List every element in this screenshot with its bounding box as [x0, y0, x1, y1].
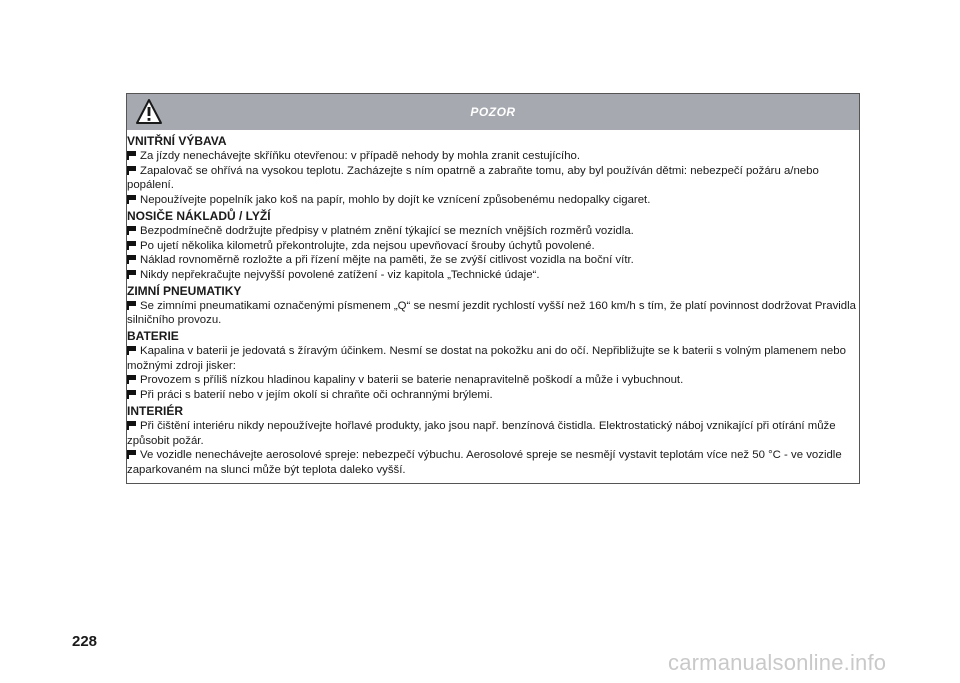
list-item: Bezpodmínečně dodržujte předpisy v platném znění týkající se mezních vnějších rozměrů vozidla.: [127, 224, 857, 239]
bullet-icon: [127, 301, 136, 310]
bullet-icon: [127, 450, 136, 459]
bullet-icon: [127, 390, 136, 399]
bullet-icon: [127, 166, 136, 175]
section-heading: BATERIE: [127, 329, 179, 344]
list-item: Se zimními pneumatikami označenými písmenem „Q“ se nesmí jezdit rychlostí vyšší než 160 km/h s tím, že platí povinnost dodržovat Pravidla silničního provozu.: [127, 299, 856, 327]
section-heading: NOSIČE NÁKLADŮ / LYŽÍ: [127, 208, 271, 223]
list-item: Zapalovač se ohřívá na vysokou teplotu. Zacházejte s ním opatrně a zabraňte tomu, aby byl používán dětmi: nebezpečí požáru a/nebo popálení.: [127, 164, 819, 192]
list-item: Za jízdy nenechávejte skříňku otevřenou: v případě nehody by mohla zranit cestujícího.: [127, 149, 857, 164]
list-item: Kapalina v baterii je jedovatá s žíravým účinkem. Nesmí se dostat na pokožku ani do očí. Nepřibližujte se k baterii s volným plamenem nebo možnými zdroji jisker:: [127, 345, 846, 372]
warning-box: [126, 93, 860, 484]
bullet-icon: [127, 241, 136, 250]
bullet-icon: [127, 255, 136, 264]
list-item: Nepoužívejte popelník jako koš na papír, mohlo by dojít ke vznícení způsobenému nedopalky cigaret.: [127, 193, 857, 208]
list-item: Při čištění interiéru nikdy nepoužívejte hořlavé produkty, jako jsou např. benzínová čistidla. Elektrostatický náboj vznikající při otírání může způsobit požár.: [127, 419, 836, 447]
bullet-icon: [127, 375, 136, 384]
watermark-text: carmanualsonline.info: [668, 650, 887, 675]
list-item: Náklad rovnoměrně rozložte a při řízení mějte na paměti, že se zvýší citlivost vozidla na boční vítr.: [127, 253, 857, 268]
bullet-icon: [127, 151, 136, 160]
bullet-icon: [127, 226, 136, 235]
page-number: 228: [72, 633, 98, 650]
bullet-icon: [127, 195, 136, 204]
bullet-icon: [127, 346, 136, 355]
list-item: Ve vozidle nenechávejte aerosolové spreje: nebezpečí výbuchu. Aerosolové spreje se nesmějí vystavit teplotám více než 50 °C - ve vozidle zaparkovaném na slunci může být teplota daleko vyšší.: [127, 449, 842, 476]
list-item: Nikdy nepřekračujte nejvyšší povolené zatížení - viz kapitola „Technické údaje“.: [127, 268, 857, 283]
list-item: Provozem s příliš nízkou hladinou kapaliny v baterii se baterie nenapravitelně poškodí a může i vybuchnout.: [127, 373, 857, 388]
list-item: Při práci s baterií nebo v jejím okolí si chraňte oči ochrannými brýlemi.: [127, 388, 857, 403]
section-heading: VNITŘNÍ VÝBAVA: [127, 134, 227, 148]
section-heading: INTERIÉR: [127, 403, 184, 418]
warning-title: POZOR: [470, 105, 516, 119]
list-item: Po ujetí několika kilometrů překontrolujte, zda nejsou upevňovací šrouby úchytů povolené.: [127, 239, 857, 254]
warning-body: [127, 130, 859, 478]
section-heading: ZIMNÍ PNEUMATIKY: [127, 283, 242, 298]
bullet-icon: [127, 421, 136, 430]
bullet-icon: [127, 270, 136, 279]
warning-header: [127, 94, 859, 130]
